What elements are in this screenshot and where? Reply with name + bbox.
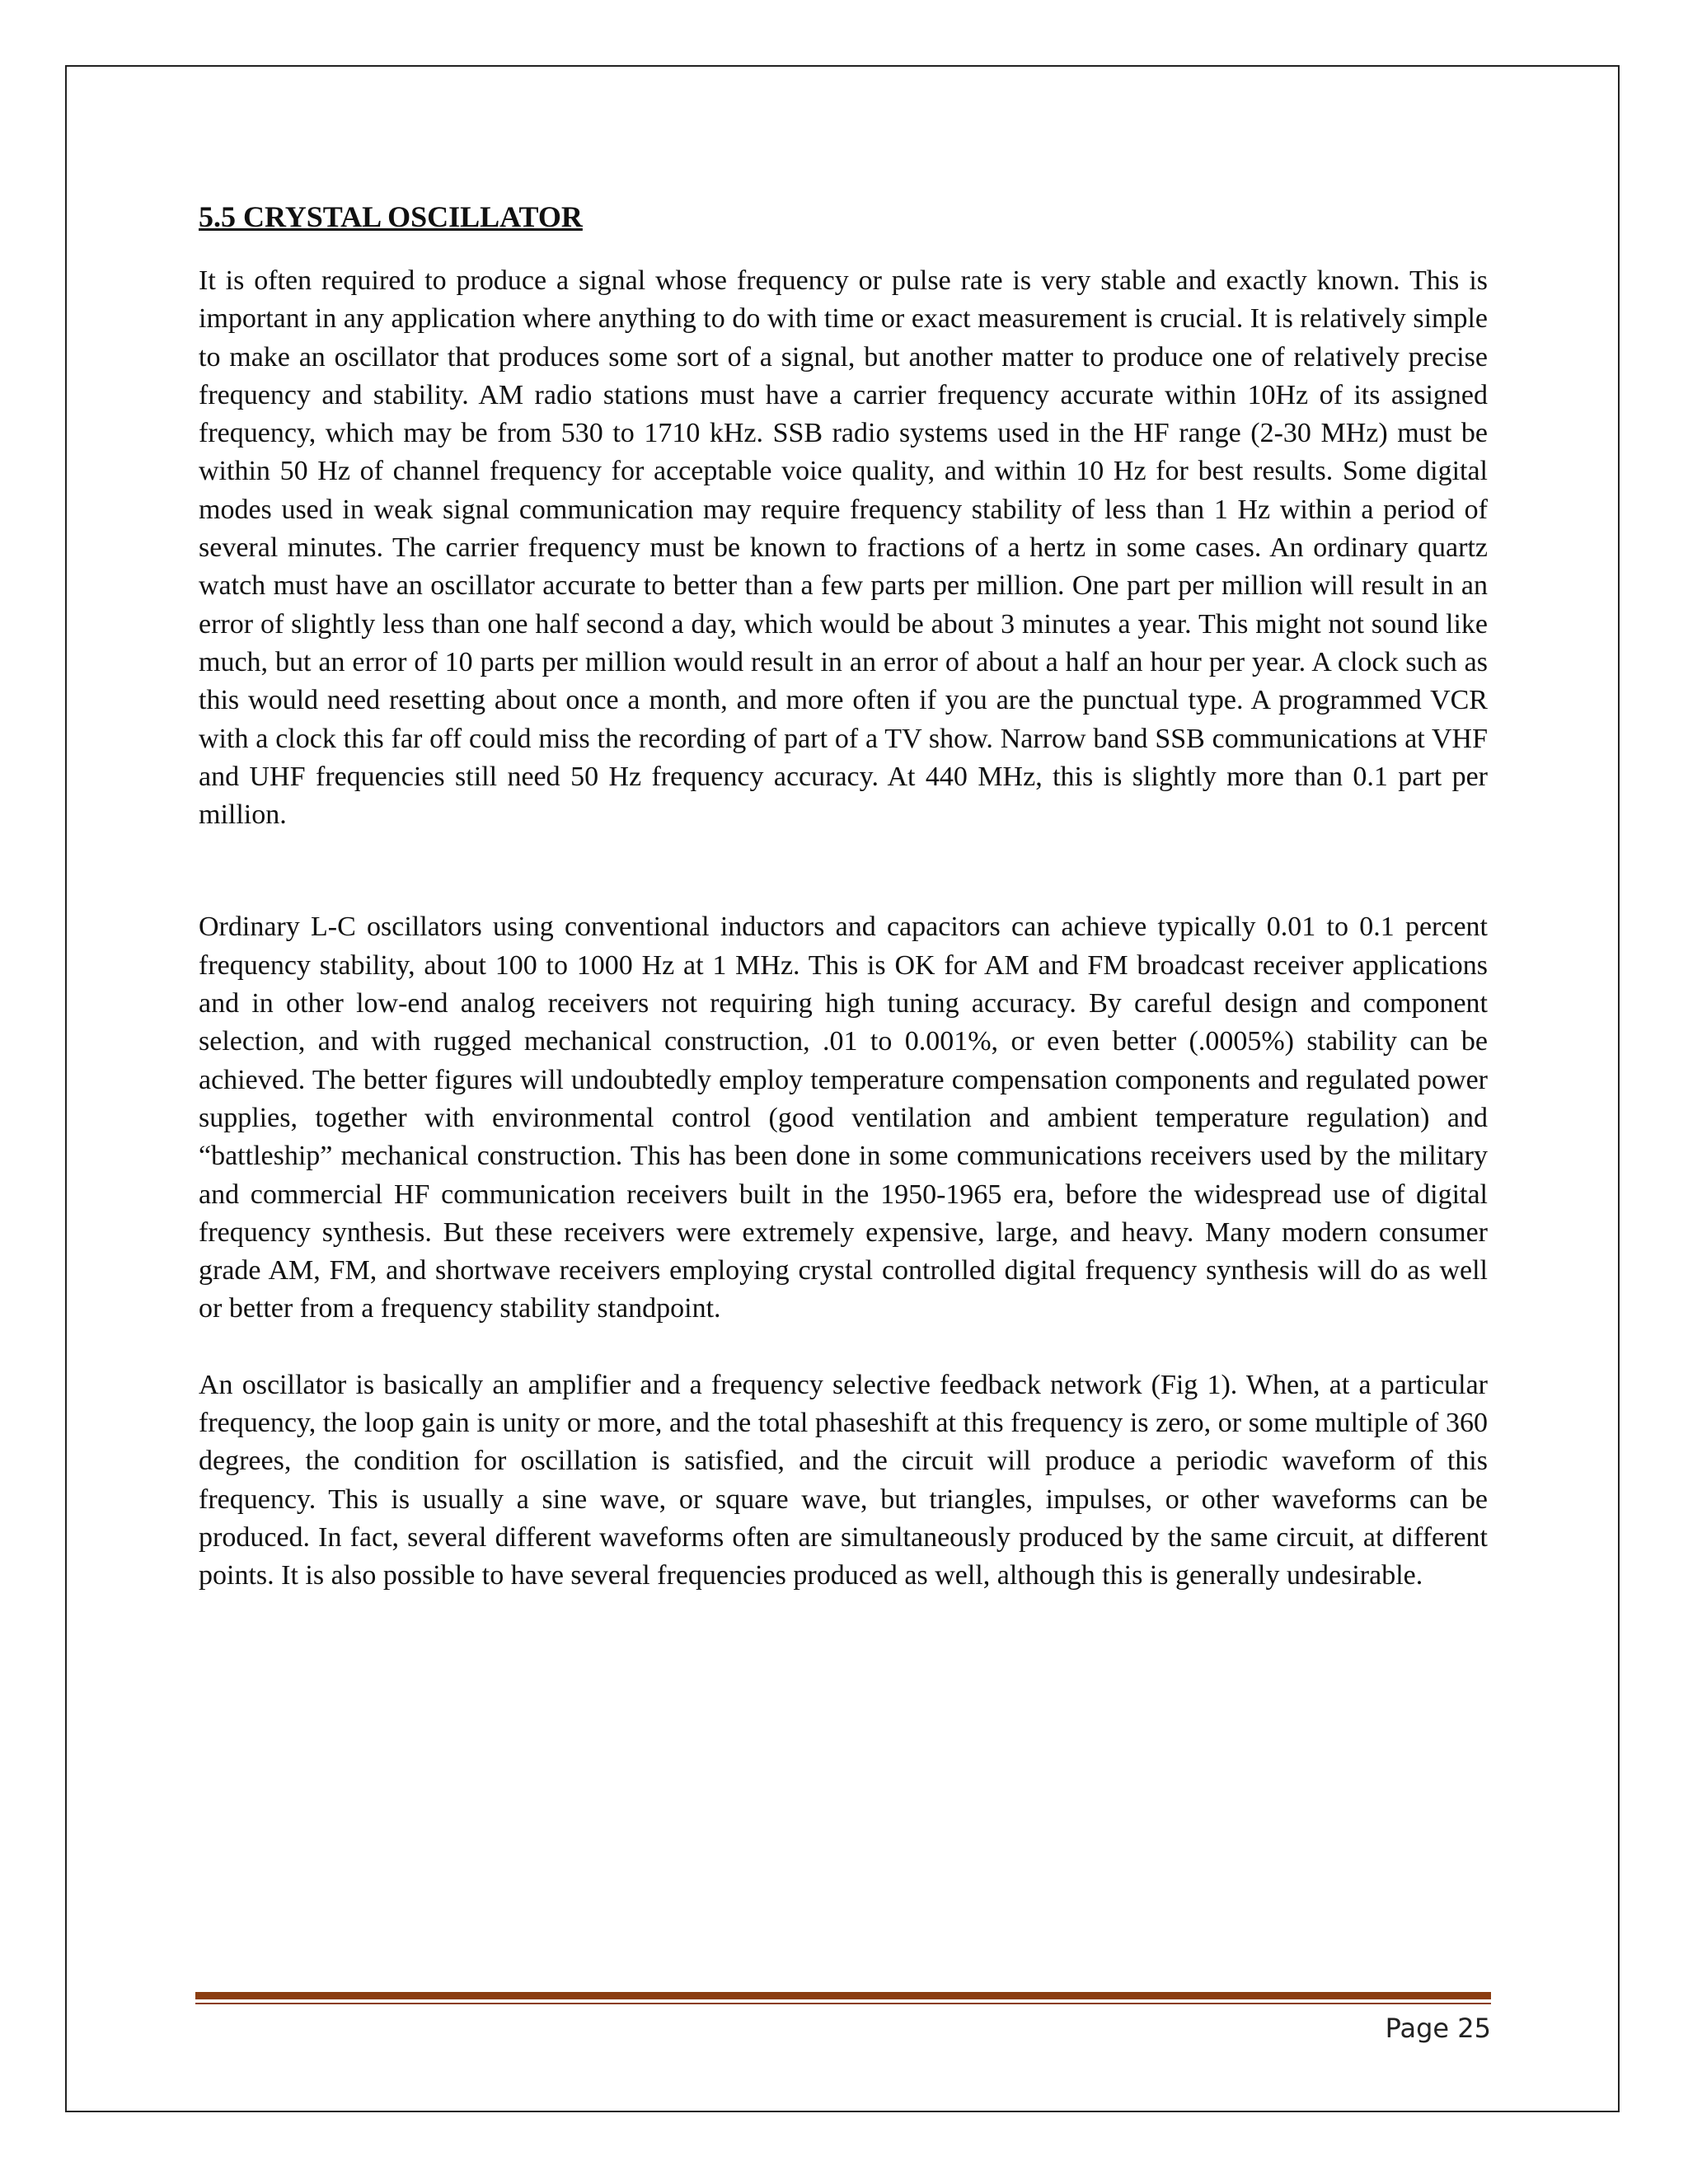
paragraph-stability-requirements: It is often required to produce a signal whose frequency or pulse rate is very stable and exactly known. This is important in any application where anything to do with time or exact measurement is crucial. It is relatively simple to make an oscillator that produces some sort of a signal, but another matter to produce one of relatively precise frequency and stability. AM radio stations must have a carrier frequency accurate within 10Hz of its assigned frequency, which may be from 530 to 1710 kHz. SSB radio systems used in the HF range (2-30 MHz) must be within 50 Hz of channel frequency for acceptable voice quality, and within 10 Hz for best results. Some digital modes used in weak signal communication may require frequency stability of less than 1 Hz within a period of several minutes. The carrier frequency must be known to fractions of a hertz in some cases. An ordinary quartz watch must have an oscillator accurate to better than a few parts per million. One part per million will result in an error of slightly less than one half second a day, which would be about 3 minutes a year. This might not sound like much, but an error of 10 parts per million would result in an error of about a half an hour per year. A clock such as this would need resetting about once a month, and more often if you are the punctual type. A programmed VCR with a clock this far off could miss the recording of part of a TV show. Narrow band SSB communications at VHF and UHF frequencies still need 50 Hz frequency accuracy. At 440 MHz, this is slightly more than 0.1 part per million. [199,265,1488,831]
section-heading: 5.5 CRYSTAL OSCILLATOR [199,200,583,233]
page-number: Page 25 [1385,2013,1491,2044]
footer-rule [195,1992,1491,1999]
paragraph-oscillator-basics: An oscillator is basically an amplifier and a frequency selective feedback network (Fig 1). When, at a particular frequency, the loop gain is unity or more, and the total phaseshift at this frequency is zero, or some multiple of 360 degrees, the condition for oscillation is satisfied, and the circuit will produce a periodic waveform of this frequency. This is usually a sine wave, or square wave, but triangles, impulses, or other waveforms can be produced. In fact, several different waveforms often are simultaneously produced by the same circuit, at different points. It is also possible to have several frequencies produced as well, although this is generally undesirable. [199,1369,1488,1591]
document-body [199,198,1488,1596]
footer-rule-thin [195,2003,1491,2004]
paragraph-lc-oscillators: Ordinary L-C oscillators using conventional inductors and capacitors can achieve typically 0.01 to 0.1 percent frequency stability, about 100 to 1000 Hz at 1 MHz. This is OK for AM and FM broadcast receiver applications and in other low-end analog receivers not requiring high tuning accuracy. By careful design and component selection, and with rugged mechanical construction, .01 to 0.001%, or even better (.0005%) stability can be achieved. The better figures will undoubtedly employ temperature compensation components and regulated power supplies, together with environmental control (good ventilation and ambient temperature regulation) and “battleship” mechanical construction. This has been done in some communications receivers used by the military and commercial HF communication receivers built in the 1950-1965 era, before the widespread use of digital frequency synthesis. But these receivers were extremely expensive, large, and heavy. Many modern consumer grade AM, FM, and shortwave receivers employing crystal controlled digital frequency synthesis will do as well or better from a frequency stability standpoint. [199,912,1488,1324]
